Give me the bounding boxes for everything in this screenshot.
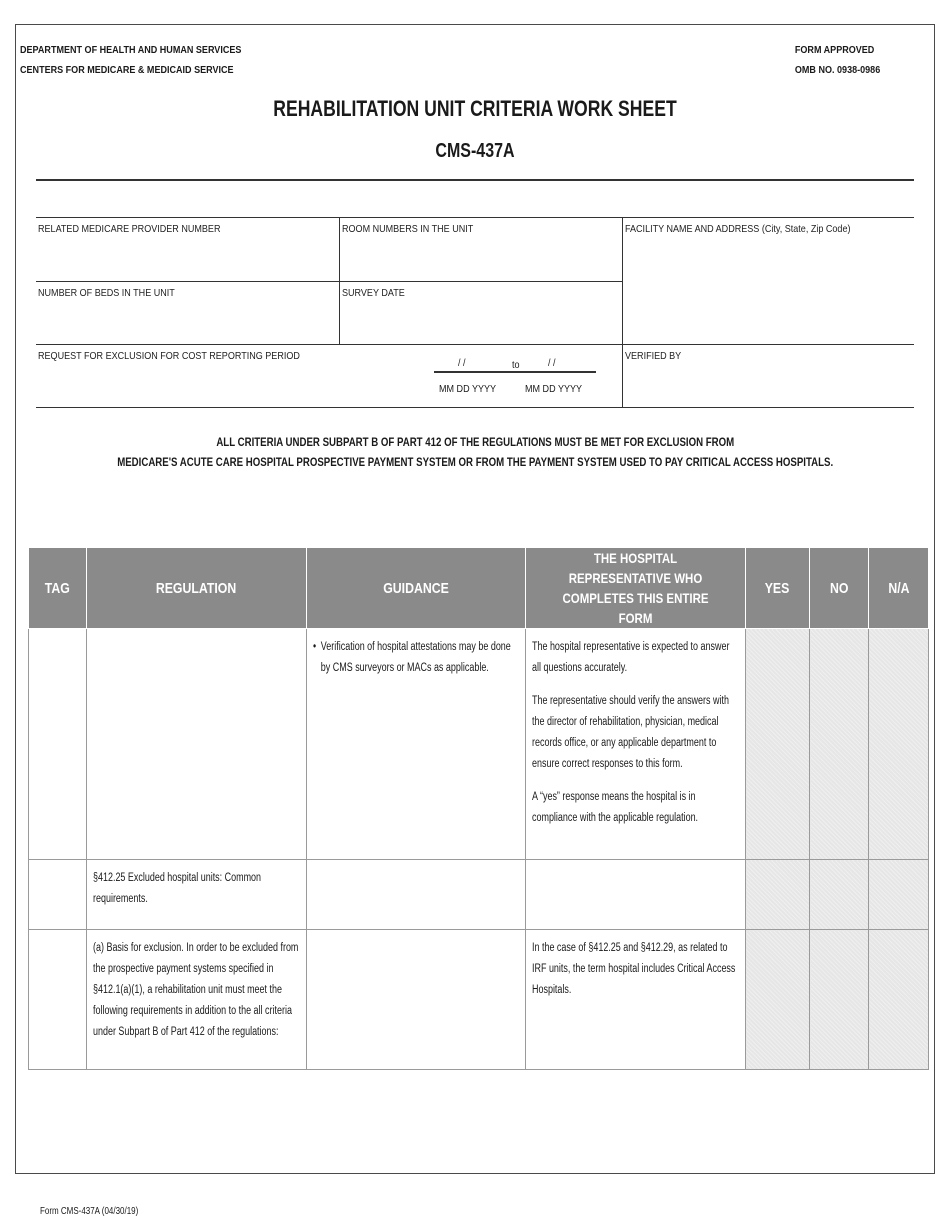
rep-paragraph-3: A “yes” response means the hospital is in compliance with the applicable regulation. [532, 791, 699, 824]
table-row [29, 930, 929, 1070]
provider-number-field[interactable]: RELATED MEDICARE PROVIDER NUMBER [38, 223, 221, 235]
no-checkbox-cell[interactable] [810, 629, 869, 860]
agency-line-2: CENTERS FOR MEDICARE & MEDICAID SERVICE [20, 64, 234, 76]
beds-field[interactable]: NUMBER OF BEDS IN THE UNIT [38, 287, 175, 299]
info-divider-1 [339, 217, 340, 344]
guidance-cell [307, 930, 526, 1070]
na-checkbox-cell[interactable] [869, 629, 929, 860]
col-regulation: REGULATION [87, 548, 307, 629]
exclusion-period-field[interactable]: REQUEST FOR EXCLUSION FOR COST REPORTING PERIOD [38, 350, 300, 362]
regulation-cell [87, 860, 307, 930]
guidance-cell [307, 860, 526, 930]
guidance-text: Verification of hospital attestations may be done by CMS surveyors or MACs as applicable. [320, 641, 511, 674]
table-row [29, 860, 929, 930]
representative-cell [526, 860, 746, 930]
no-checkbox-cell[interactable] [810, 860, 869, 930]
rep-paragraph-2: The representative should verify the answers with the director of rehabilitation, physician, medical records office, or any applicable department to ensure correct responses to this form. [532, 695, 729, 770]
agency-line-1: DEPARTMENT OF HEALTH AND HUMAN SERVICES [20, 44, 242, 56]
regulation-text: (a) Basis for exclusion. In order to be excluded from the prospective payment systems specified in §412.1(a)(1), a rehabilitation unit must meet the following requirements in addition to the all criteria under Subpart B of Part 412 of the regulations: [93, 942, 299, 1038]
col-yes: YES [746, 548, 810, 629]
approval-header [795, 40, 880, 80]
form-code: CMS-437A [435, 140, 515, 162]
facility-address-field[interactable]: FACILITY NAME AND ADDRESS (City, State, Zip Code) [625, 223, 851, 235]
table-row [29, 629, 929, 860]
date-from-slashes: / / [458, 357, 466, 369]
date-to-format: MM DD YYYY [525, 383, 583, 395]
survey-date-field[interactable]: SURVEY DATE [342, 287, 405, 299]
regulation-cell [87, 629, 307, 860]
criteria-notice-line-1: ALL CRITERIA UNDER SUBPART B OF PART 412 OF THE REGULATIONS MUST BE MET FOR EXCLUSION FROM [216, 437, 734, 449]
col-representative: THE HOSPITAL REPRESENTATIVE WHO COMPLETES THIS ENTIRE FORM [526, 548, 746, 629]
info-fields-section [36, 217, 914, 408]
room-numbers-field[interactable]: ROOM NUMBERS IN THE UNIT [342, 223, 474, 235]
date-to-slashes: / / [548, 357, 556, 369]
col-no: NO [810, 548, 869, 629]
yes-checkbox-cell[interactable] [746, 930, 810, 1070]
yes-checkbox-cell[interactable] [746, 860, 810, 930]
form-footer-id: Form CMS-437A (04/30/19) [40, 1206, 139, 1217]
omb-number: OMB NO. 0938-0986 [794, 64, 880, 76]
regulation-text: §412.25 Excluded hospital units: Common requirements. [93, 872, 262, 905]
table-header-row [29, 548, 929, 629]
regulation-cell [87, 930, 307, 1070]
representative-cell [526, 629, 746, 860]
date-from-format: MM DD YYYY [439, 383, 497, 395]
col-na: N/A [869, 548, 929, 629]
rep-paragraph-1: The hospital representative is expected to answer all questions accurately. [532, 641, 730, 674]
representative-cell [526, 930, 746, 1070]
info-row1-border [36, 281, 622, 282]
bullet-icon: • [313, 641, 317, 653]
na-checkbox-cell[interactable] [869, 930, 929, 1070]
no-checkbox-cell[interactable] [810, 930, 869, 1070]
col-tag: TAG [29, 548, 87, 629]
col-guidance: GUIDANCE [307, 548, 526, 629]
verified-by-field[interactable]: VERIFIED BY [625, 350, 682, 362]
date-to-word: to [512, 359, 520, 371]
info-top-border [36, 217, 914, 218]
criteria-table [28, 547, 929, 1070]
guidance-cell [307, 629, 526, 860]
form-approved-label: FORM APPROVED [794, 44, 875, 56]
info-bottom-border [36, 407, 914, 408]
agency-header [20, 40, 241, 80]
info-row2-border [36, 344, 914, 345]
yes-checkbox-cell[interactable] [746, 629, 810, 860]
tag-cell [29, 629, 87, 860]
tag-cell [29, 930, 87, 1070]
criteria-notice-line-2: MEDICARE'S ACUTE CARE HOSPITAL PROSPECTIVE PAYMENT SYSTEM OR FROM THE PAYMENT SYSTEM USED TO PAY CRITICAL ACCESS HOSPITALS. [117, 457, 833, 469]
rep-text: In the case of §412.25 and §412.29, as related to IRF units, the term hospital includes Critical Access Hospitals. [532, 942, 736, 996]
na-checkbox-cell[interactable] [869, 860, 929, 930]
date-entry-line[interactable] [434, 371, 596, 373]
form-title: REHABILITATION UNIT CRITERIA WORK SHEET [273, 96, 677, 121]
info-divider-2 [622, 217, 623, 407]
tag-cell [29, 860, 87, 930]
title-divider [36, 179, 914, 181]
